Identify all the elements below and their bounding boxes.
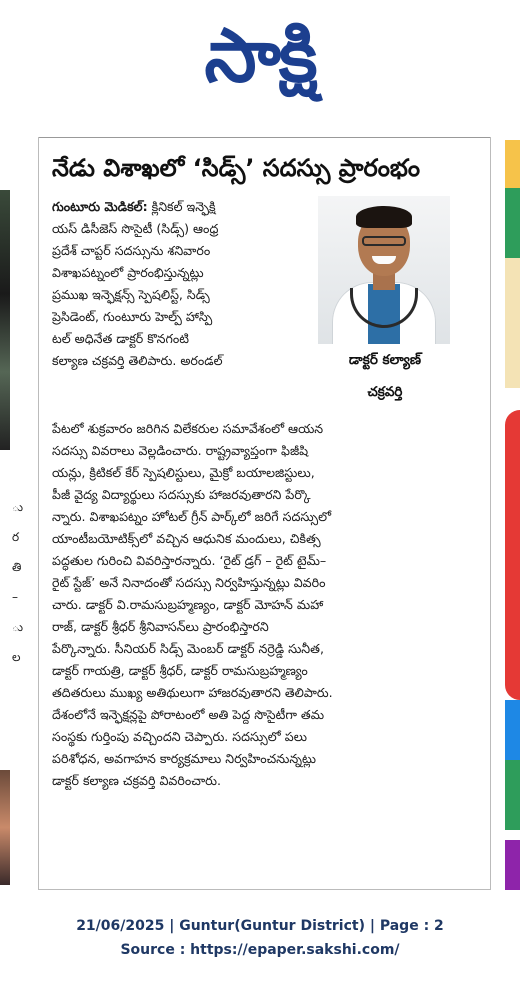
article-body-line: పరిశోధన, అవగాహన కార్యక్రమాలు నిర్వహించనున్నట్లు [52, 751, 317, 766]
right-neighbor-column [505, 140, 520, 890]
neighbor-color-block [505, 188, 520, 258]
neighbor-color-block [505, 760, 520, 830]
article-body-line: ప్రదేశ్‌ చాప్టర్‌ సదస్సును శనివారం [52, 243, 211, 258]
neighbor-photo [0, 190, 10, 450]
article-body-line: తదితరులు ముఖ్య అతిథులుగా హాజరవుతారని తెలిపారు. [52, 685, 333, 700]
footer-source-link[interactable]: Source : https://epaper.sakshi.com/ [120, 942, 400, 958]
article-top-rule [38, 137, 490, 138]
neighbor-color-block [505, 410, 520, 700]
photo-caption-line2: చక్రవర్తి [367, 384, 403, 400]
sakshi-logo: సాక్షి [204, 13, 316, 99]
article-body-line: న్నారు. విశాఖపట్నం హోటల్‌ గ్రీన్‌ పార్క్‌లో జరిగే సదస్సులో [52, 509, 332, 524]
article-text: క్లినికల్‌ ఇన్ఫెక్షి [151, 199, 216, 214]
doctor-portrait-photo [318, 196, 450, 344]
article-body-line: యన్లు, క్రిటికల్‌ కేర్‌ స్పెషలిస్టులు, మైక్రో బయాలజిస్టులు, [52, 465, 315, 480]
article-body-line: పీజీ వైద్య విద్యార్థులు సదస్సుకు హాజరవుతారని పేర్కొ [52, 487, 311, 502]
footer-date-edition: 21/06/2025 | Guntur(Guntur District) | Page : 2 [76, 918, 444, 934]
article-body-line [52, 196, 308, 218]
neighbor-text-fragment: తి [12, 560, 22, 574]
article-dateline: గుంటూరు మెడికల్‌: [52, 199, 148, 214]
article-body-line: సదస్సు వివరాలు వెల్లడించారు. రాష్ట్రవ్యాప్తంగా ఫిజీషి [52, 443, 309, 458]
article-body-line: కల్యాణ చక్రవర్తి తెలిపారు. అరండల్‌ [52, 353, 223, 368]
neighbor-color-block [505, 700, 520, 760]
neighbor-text-fragment: ర [12, 530, 20, 544]
article-body-line: ప్రెసిడెంట్‌, గుంటూరు హెల్ప్‌ హాస్పి [52, 309, 213, 324]
article-body-line: పేటలో శుక్రవారం జరిగిన విలేకరుల సమావేశంలో ఆయన [52, 421, 324, 436]
article-body-line: డాక్టర్‌ గాయత్రి, డాక్టర్‌ శ్రీధర్‌, డాక్టర్‌ రామసుబ్రహ్మణ్యం [52, 663, 308, 678]
article-right-rule [490, 137, 491, 890]
neighbor-text-fragment: ు [12, 620, 24, 634]
article-body-line: చారు. డాక్టర్‌ వి.రామసుబ్రహ్మణ్యం, డాక్టర్‌ మోహన్‌ మహా [52, 597, 324, 612]
article-left-rule [38, 137, 39, 890]
article-body-line: పద్ధతుల గురించి వివరిస్తారన్నారు. ‘రైట్‌ డ్రగ్‌ – రైట్‌ టైమ్‌– [52, 553, 327, 568]
neighbor-color-block [505, 840, 520, 890]
article-body-line: డాక్టర్‌ కల్యాణ చక్రవర్తి వివరించారు. [52, 773, 221, 788]
article-body-line: ప్రముఖ ఇన్ఫెక్షన్స్‌ స్పెషలిస్ట్‌, సిడ్స్‌ [52, 287, 210, 302]
neighbor-text-fragment: – [12, 590, 18, 604]
article-bottom-rule [38, 889, 490, 890]
photo-caption-line1: డాక్టర్‌ కల్యాణ్‌ [348, 352, 422, 368]
article-body-line: రాజ్‌, డాక్టర్‌ శ్రీధర్‌ శ్రీనివాసన్‌లు ప్రారంభిస్తారని [52, 619, 269, 634]
left-neighbor-column [0, 140, 36, 890]
neighbor-color-block [505, 258, 520, 388]
article-body-line: రైట్‌ స్టేజ్‌’ అనే నినాదంతో సదస్సు నిర్వహిస్తున్నట్లు వివరిం [52, 575, 326, 590]
neighbor-color-block [505, 140, 520, 188]
article-body-line: విశాఖపట్నంలో ప్రారంభిస్తున్నట్లు [52, 265, 204, 280]
neighbor-photo [0, 770, 10, 885]
article-body-line: యస్‌ డిసీజెస్‌ సొసైటీ (సిడ్స్‌) ఆంధ్ర [52, 221, 219, 236]
article-body-line: యాంటీబయోటిక్స్‌లో వచ్చిన ఆధునిక మందులు, చికిత్స [52, 531, 321, 546]
neighbor-text-fragment: ల [12, 650, 21, 664]
article-body-line: దేశంలోనే ఇన్ఫెక్షన్లపై పోరాటంలో అతి పెద్ద సొసైటీగా తమ [52, 707, 325, 722]
masthead [0, 0, 520, 115]
article-body-line: టల్‌ అధినేత డాక్టర్‌ కొనగంటి [52, 331, 189, 346]
article-body-line: సంస్థకు గుర్తింపు వచ్చిందని చెప్పారు. సదస్సులో పలు [52, 729, 308, 744]
article-body-line: పేర్కొన్నారు. సీనియర్‌ సిడ్స్‌ మెంబర్‌ డాక్టర్‌ నర్రెడ్డి సునీత, [52, 641, 324, 656]
article-headline: నేడు విశాఖలో ‘సిడ్స్‌’ సదస్సు ప్రారంభం [52, 154, 421, 182]
neighbor-text-fragment: ు [12, 500, 24, 514]
